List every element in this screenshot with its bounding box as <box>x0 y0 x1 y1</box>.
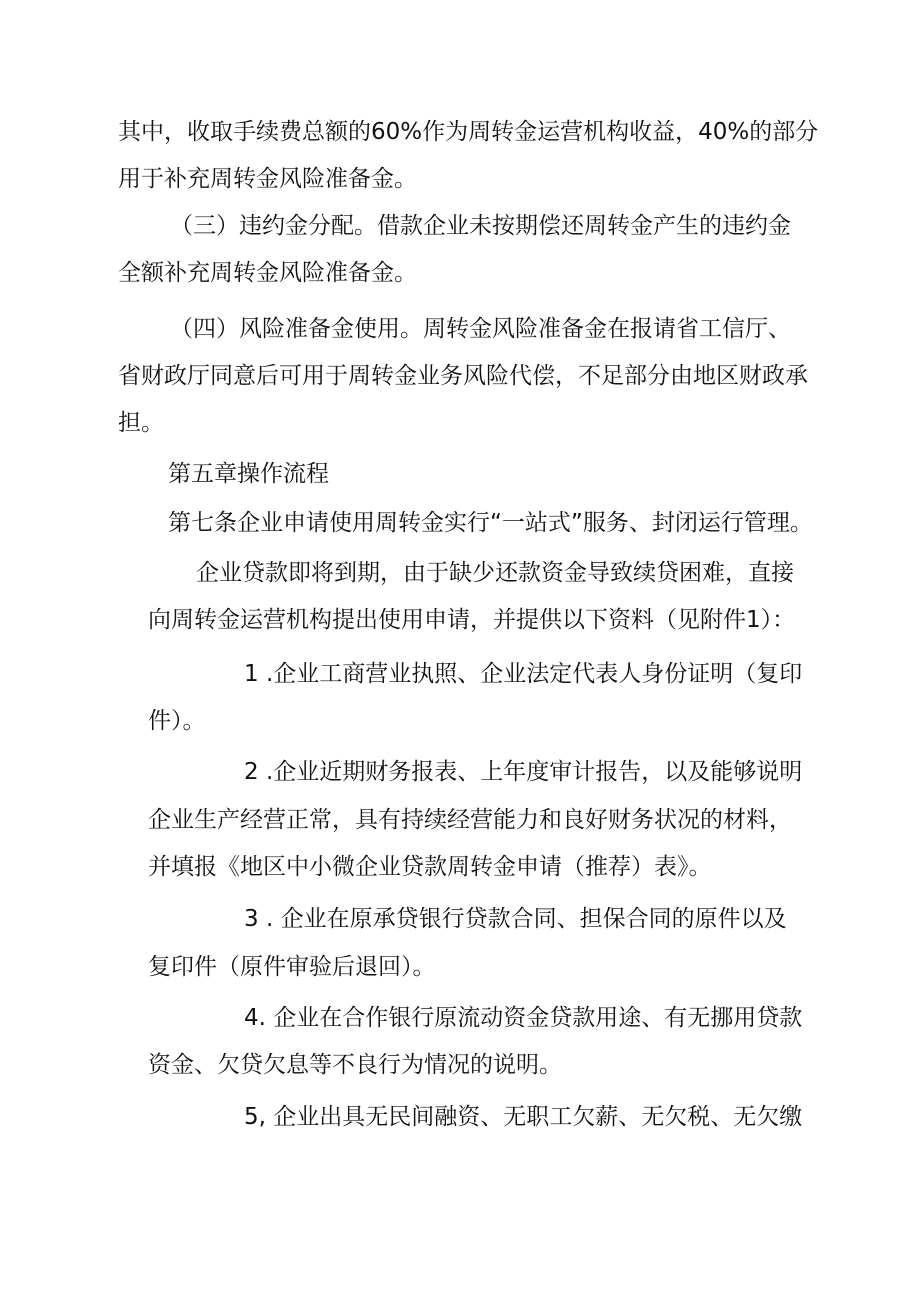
paragraph-line: 担。 <box>118 410 164 436</box>
paragraph-line: 其中，收取手续费总额的60%作为周转金运营机构收益，40%的部分 <box>118 119 819 145</box>
list-item-1-cont: 件）。 <box>148 708 206 734</box>
list-item-3-cont: 复印件（原件审验后退回）。 <box>148 954 436 980</box>
paragraph-line: 向周转金运营机构提出使用申请，并提供以下资料（见附件1）： <box>148 607 796 633</box>
paragraph-line: （三）违约金分配。借款企业未按期偿还周转金产生的违约金 <box>170 213 791 239</box>
paragraph-line: 省财政厅同意后可用于周转金业务风险代偿，不足部分由地区财政承 <box>118 363 808 389</box>
article-line: 第七条企业申请使用周转金实行“一站式”服务、封闭运行管理。 <box>168 510 813 536</box>
chapter-heading: 第五章操作流程 <box>168 461 329 487</box>
list-item-1: 1 .企业工商营业执照、企业法定代表人身份证明（复印 <box>244 661 803 687</box>
list-item-2-cont: 并填报《地区中小微企业贷款周转金申请（推荐）表》。 <box>148 854 712 880</box>
list-item-2: 2 .企业近期财务报表、上年度审计报告，以及能够说明 <box>244 759 803 785</box>
list-item-2-cont: 企业生产经营正常，具有持续经营能力和良好财务状况的材料， <box>148 807 792 833</box>
paragraph-line: 企业贷款即将到期，由于缺少还款资金导致续贷困难，直接 <box>196 560 794 586</box>
paragraph-line: （四）风险准备金使用。周转金风险准备金在报请省工信厅、 <box>170 316 791 342</box>
paragraph-line: 用于补充周转金风险准备金。 <box>118 166 417 192</box>
list-item-4-cont: 资金、欠贷欠息等不良行为情况的说明。 <box>148 1052 562 1078</box>
list-item-5: 5, 企业出具无民间融资、无职工欠薪、无欠税、无欠缴 <box>244 1104 803 1130</box>
list-item-3: 3 . 企业在原承贷银行贷款合同、担保合同的原件以及 <box>244 906 787 932</box>
paragraph-line: 全额补充周转金风险准备金。 <box>118 260 417 286</box>
list-item-4: 4. 企业在合作银行原流动资金贷款用途、有无挪用贷款 <box>244 1005 803 1031</box>
